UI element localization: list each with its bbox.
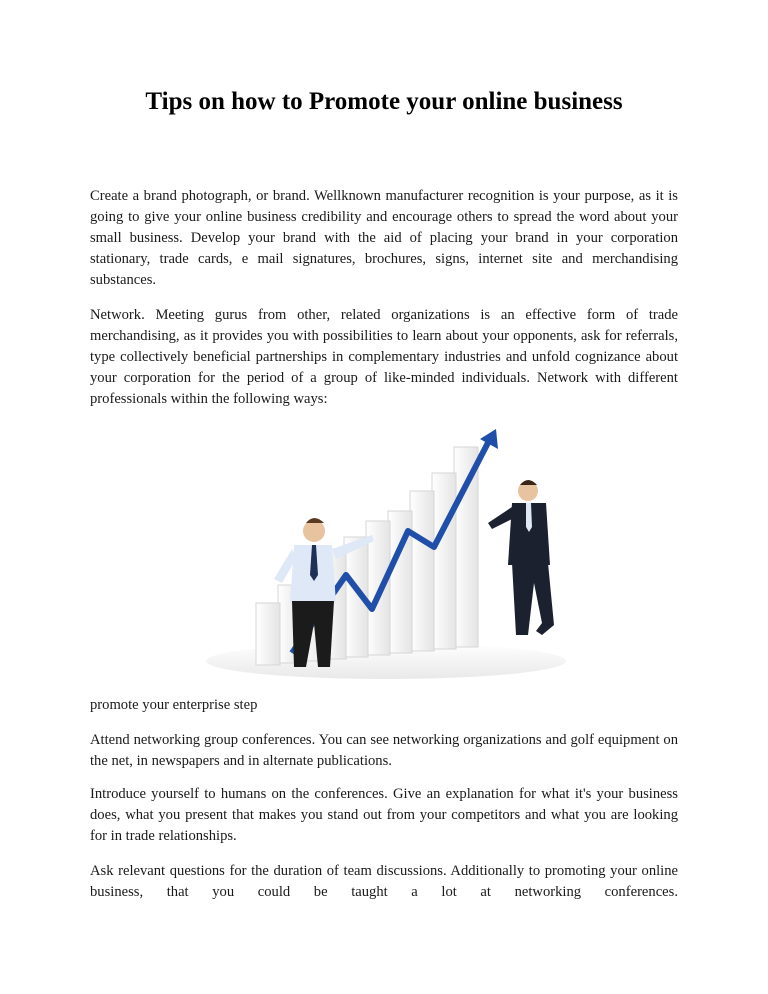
paragraph-introduce-yourself: Introduce yourself to humans on the conferences. Give an explanation for what it's your business does, what you present that makes you stand out from your competitors and what you are looking for in trade relationships. bbox=[90, 786, 678, 844]
business-growth-chart-image bbox=[196, 425, 572, 681]
paragraph-ask-questions: Ask relevant questions for the duration of team discussions. Additionally to promoting your online business, that you could be taught a lot at networking conferences. bbox=[90, 863, 678, 900]
image-caption: promote your enterprise step bbox=[90, 697, 258, 713]
paragraph-attend-conferences: Attend networking group conferences. You can see networking organizations and golf equipment on the net, in newspapers and in alternate publications. bbox=[90, 732, 678, 769]
page-title: Tips on how to Promote your online business bbox=[145, 88, 623, 115]
paragraph-brand: Create a brand photograph, or brand. Wellknown manufacturer recognition is your purpose, as it is going to give your online business credibility and encourage others to spread the word about your small business. Develop your brand with the aid of placing your brand in your corporation stationary, trade cards, e mail signatures, brochures, signs, internet site and merchandising substances. bbox=[90, 188, 678, 288]
paragraph-network: Network. Meeting gurus from other, related organizations is an effective form of trade merchandising, as it provides you with possibilities to learn about your opponents, ask for referrals, type collectively beneficial partnerships in complementary industries and unfold cognizance about your corporation for the period of a group of like-minded individuals. Network with different professionals within the following ways: bbox=[90, 307, 678, 407]
